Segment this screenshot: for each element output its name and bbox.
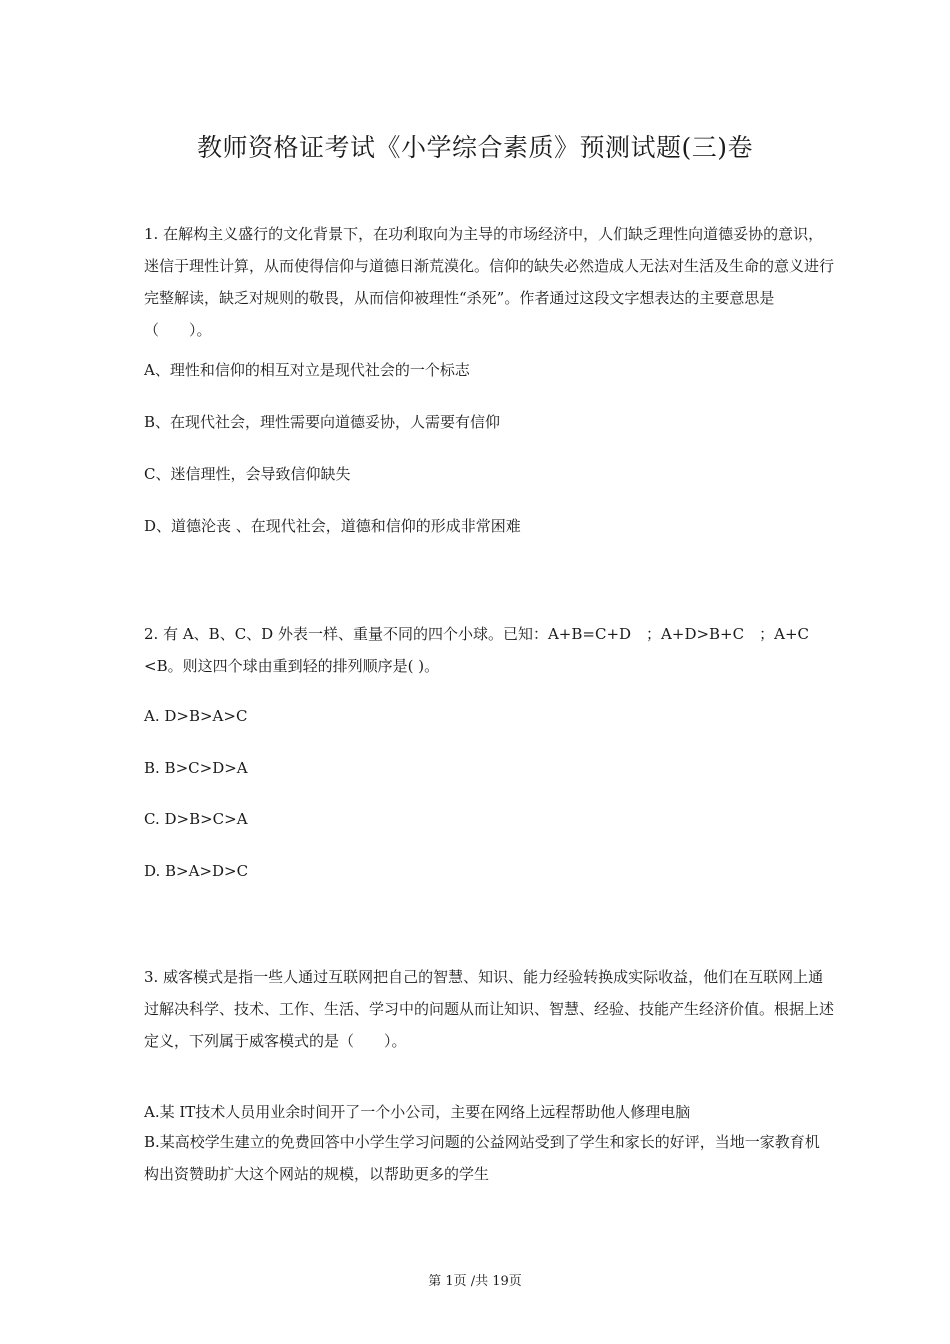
question-1-option-c: C、迷信理性，会导致信仰缺失: [144, 465, 351, 483]
page-footer: 第 1页 /共 19页: [428, 1274, 522, 1289]
question-2-option-d: D. B>A>D>C: [144, 862, 249, 880]
question-3-option-a: A.某 IT技术人员用业余时间开了一个小公司，主要在网络上远程帮助他人修理电脑: [144, 1103, 691, 1121]
question-1-stem: 1. 在解构主义盛行的文化背景下，在功利取向为主导的市场经济中，人们缺乏理性向道德妥协的意识，迷信于理性计算，从而使得信仰与道德日渐荒漠化。信仰的缺失必然造成人无法对生活及生命的意义进行完整解读，缺乏对规则的敬畏，从而信仰被理性“杀死”。作者通过这段文字想表达的主要意思是（ ）。: [144, 225, 835, 339]
question-1-option-d: D、道德沦丧 、在现代社会，道德和信仰的形成非常困难: [144, 517, 521, 535]
question-2-option-c: C. D>B>C>A: [144, 810, 248, 828]
question-3-option-b: B.某高校学生建立的免费回答中小学生学习问题的公益网站受到了学生和家长的好评，当地一家教育机构出资赞助扩大这个网站的规模，以帮助更多的学生: [144, 1133, 820, 1183]
question-2-stem: 2. 有 A、B、C、D 外表一样、重量不同的四个小球。已知：A+B=C+D ；A+D>B+C ；A+C <B。则这四个球由重到轻的排列顺序是( )。: [144, 625, 809, 675]
question-3-stem: 3. 威客模式是指一些人通过互联网把自己的智慧、知识、能力经验转换成实际收益，他们在互联网上通过解决科学、技术、工作、生活、学习中的问题从而让知识、智慧、经验、技能产生经济价值。根据上述定义，下列属于威客模式的是（ ）。: [144, 968, 835, 1050]
question-2-option-a: A. D>B>A>C: [144, 707, 248, 725]
question-1-option-a: A、理性和信仰的相互对立是现代社会的一个标志: [144, 361, 470, 379]
question-1-option-b: B、在现代社会，理性需要向道德妥协，人需要有信仰: [144, 413, 501, 431]
document-title: 教师资格证考试《小学综合素质》预测试题(三)卷: [196, 133, 753, 162]
question-2-option-b: B. B>C>D>A: [144, 759, 248, 777]
